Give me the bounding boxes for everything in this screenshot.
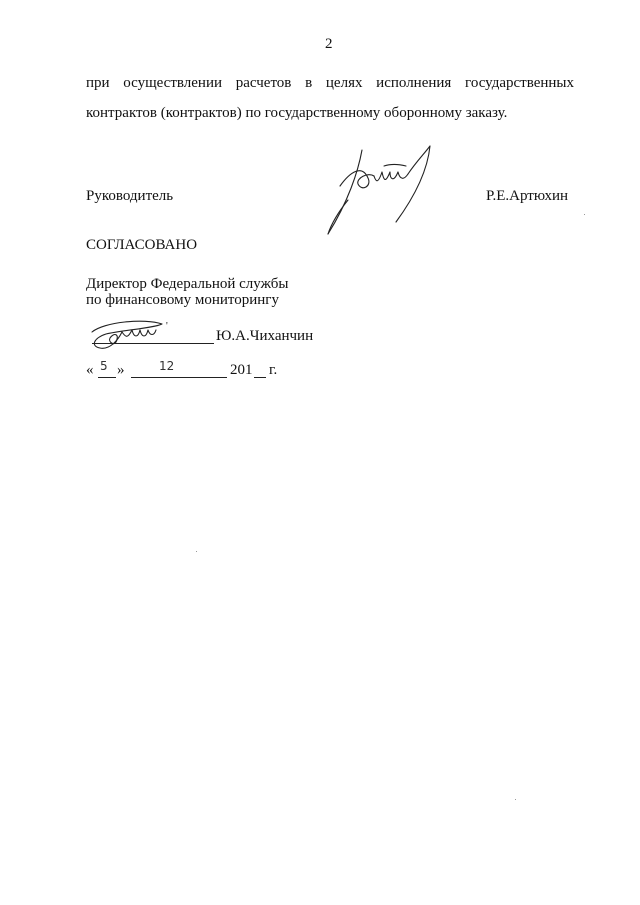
scan-speck [515,799,516,800]
approval-heading: СОГЛАСОВАНО [86,237,198,253]
signatory-title: Руководитель [86,188,174,204]
date-month-handwritten: 12 [159,359,175,373]
signature-artyukhin [318,142,438,242]
date-year-suffix: г. [269,362,278,378]
signatory-name: Р.Е.Артюхин [486,188,568,204]
scan-speck [584,214,585,215]
approval-name: Ю.А.Чиханчин [216,328,314,344]
date-day-line [98,377,116,378]
date-open-quote: « [86,362,94,378]
approval-tick-mark: ' [166,321,168,332]
body-line-1: при осуществлении расчетов в целях исполнения государственных [86,75,574,91]
date-month-line [131,377,227,378]
body-line-2: контрактов (контрактов) по государственному оборонному заказу. [86,105,508,121]
scan-speck [196,551,197,552]
date-day-handwritten: 5 [100,359,108,373]
date-year: 201 [230,362,253,378]
signature-chikhanchin [84,318,184,354]
date-year-line [254,377,266,378]
approval-position-line1: Директор Федеральной службы [86,276,289,292]
page-number: 2 [325,36,333,52]
date-close-quote: » [117,362,125,378]
approval-position-line2: по финансовому мониторингу [86,292,279,308]
